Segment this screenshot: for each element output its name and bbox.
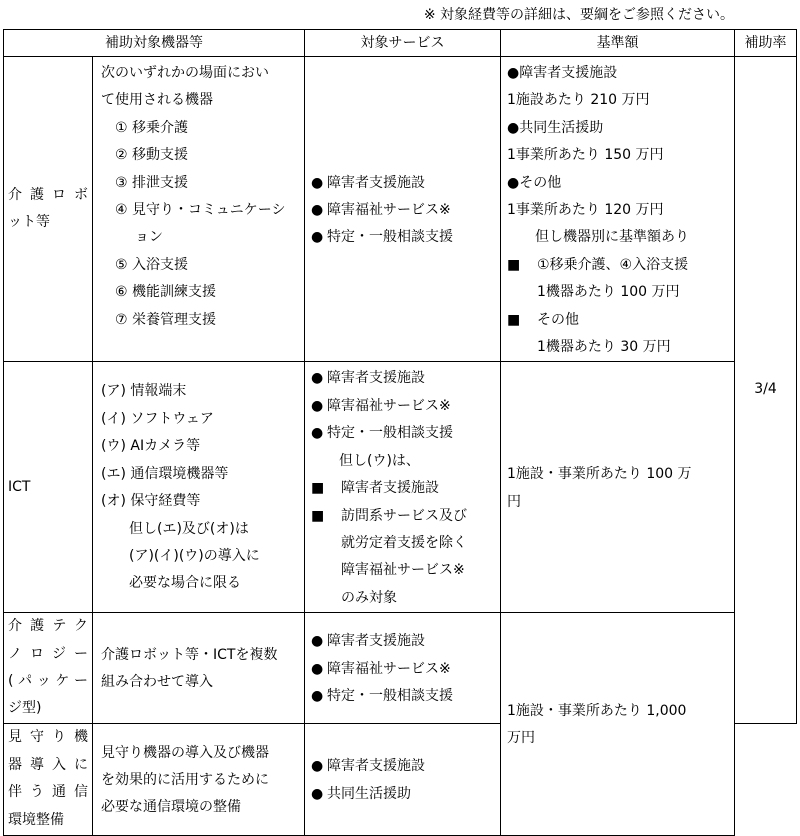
list-item: (ウ) AIカメラ等 [101,438,201,455]
category-robot: 介護ロボ ット等 [4,57,93,362]
bullet-icon: ● [311,174,324,191]
list-item: ⑦ 栄養管理支援 [115,311,217,328]
table-row [4,613,797,724]
square-bullet-icon: ■ [311,507,325,524]
list-item: (エ) 通信環境機器等 [101,465,229,482]
header-equipment: 補助対象機器等 [4,30,305,57]
table-row [4,362,797,613]
header-service: 対象サービス [305,30,501,57]
square-bullet-icon: ■ [311,480,325,497]
list-item: ① 移乗介護 [115,119,189,136]
square-bullet-icon: ■ [507,311,521,328]
list-item: ● 障害福祉サービス※ [311,656,496,683]
list-item: ● 障害者支援施設 [311,753,496,780]
list-item: (オ) 保守経費等 [101,493,201,510]
list-item: ● 障害福祉サービス※ [311,197,496,224]
list-item: ● 共同生活援助 [311,781,496,808]
services-package [305,613,501,724]
bullet-icon: ● [311,688,324,705]
table-header-row [4,30,797,57]
subsidy-table [3,29,797,836]
list-item: ⑤ 入浴支援 [115,256,189,273]
header-rate: 補助率 [735,30,797,57]
equipment-network: 見守り機器の導入及び機器 を効果的に活用するために 必要な通信環境の整備 [93,723,305,835]
category-network: 見守り機 器導入に 伴う通信 環境整備 [4,723,93,835]
list-item: ② 移動支援 [115,147,189,164]
category-package: 介護テク ノロジー (パッケー ジ型) [4,613,93,724]
bullet-icon: ● [311,660,324,677]
standard-ict: 1施設・事業所あたり 100 万 円 [501,362,735,613]
list-item: ● 障害福祉サービス※ [311,393,496,420]
rate-value: 3/4 [754,381,777,398]
list-item: ● 特定・一般相談支援 [311,420,496,447]
bullet-icon: ● [311,758,324,775]
standard-shared: 1施設・事業所あたり 1,000 万円 [501,613,735,836]
bullet-icon: ● [311,633,324,650]
header-standard: 基準額 [501,30,735,57]
bullet-icon: ● [311,229,324,246]
list-item: ⑥ 機能訓練支援 [115,284,217,301]
list-item: (ア) 情報端末 [101,383,187,400]
list-item: ● 障害者支援施設 [311,170,496,197]
list-item: ョン [135,229,163,246]
list-item: ③ 排泄支援 [115,174,189,191]
reference-note: ※ 対象経費等の詳細は、要綱をご参照ください。 [423,7,734,23]
list-item: ● 障害者支援施設 [311,365,496,392]
list-item: ● 特定・一般相談支援 [311,683,496,710]
bullet-icon: ● [311,202,324,219]
square-bullet-icon: ■ [507,256,521,273]
services-network [305,723,501,835]
bullet-icon: ● [311,397,324,414]
services-ict: ● 障害者支援施設 ● 障害福祉サービス※ ● 特定・一般相談支援 但し(ウ)は、 ■ 障害者支援施設 ■ 訪問系サービス及び 就労定着支援を除く 障害福祉サービス※ のみ対象 [305,362,501,613]
equipment-robot: 次のいずれかの場面におい て使用される機器 ① 移乗介護 ② 移動支援 ③ 排泄支援 ④ 見守り・コミュニケーシ ョン ⑤ 入浴支援 ⑥ 機能訓練支援 ⑦ 栄養管理支援 [93,57,305,362]
list-item: ● 特定・一般相談支援 [311,224,496,251]
equipment-package: 介護ロボット等・ICTを複数 組み合わせて導入 [93,613,305,724]
list-item: ● 障害者支援施設 [311,628,496,655]
rate-cell [735,57,797,724]
services-robot [305,57,501,362]
bullet-icon: ● [311,370,324,387]
bullet-icon: ● [311,785,324,802]
bullet-icon: ● [311,425,324,442]
list-item: (イ) ソフトウェア [101,410,214,427]
category-ict: ICT [4,362,93,613]
table-row [4,57,797,362]
standard-robot: ●障害者支援施設 1施設あたり 210 万円 ●共同生活援助 1事業所あたり 150 万円 ●その他 1事業所あたり 120 万円 但し機器別に基準額あり ■ ①移乗介護、④入浴支援 1機器あたり 100 万円 ■ その他 1機器あたり 30 万円 [501,57,735,362]
equipment-ict: (ア) 情報端末 (イ) ソフトウェア (ウ) AIカメラ等 (エ) 通信環境機器等 (オ) 保守経費等 但し(エ)及び(オ)は (ア)(イ)(ウ)の導入に 必要な場合に限る [93,362,305,613]
list-item: ④ 見守り・コミュニケーシ [115,202,286,219]
